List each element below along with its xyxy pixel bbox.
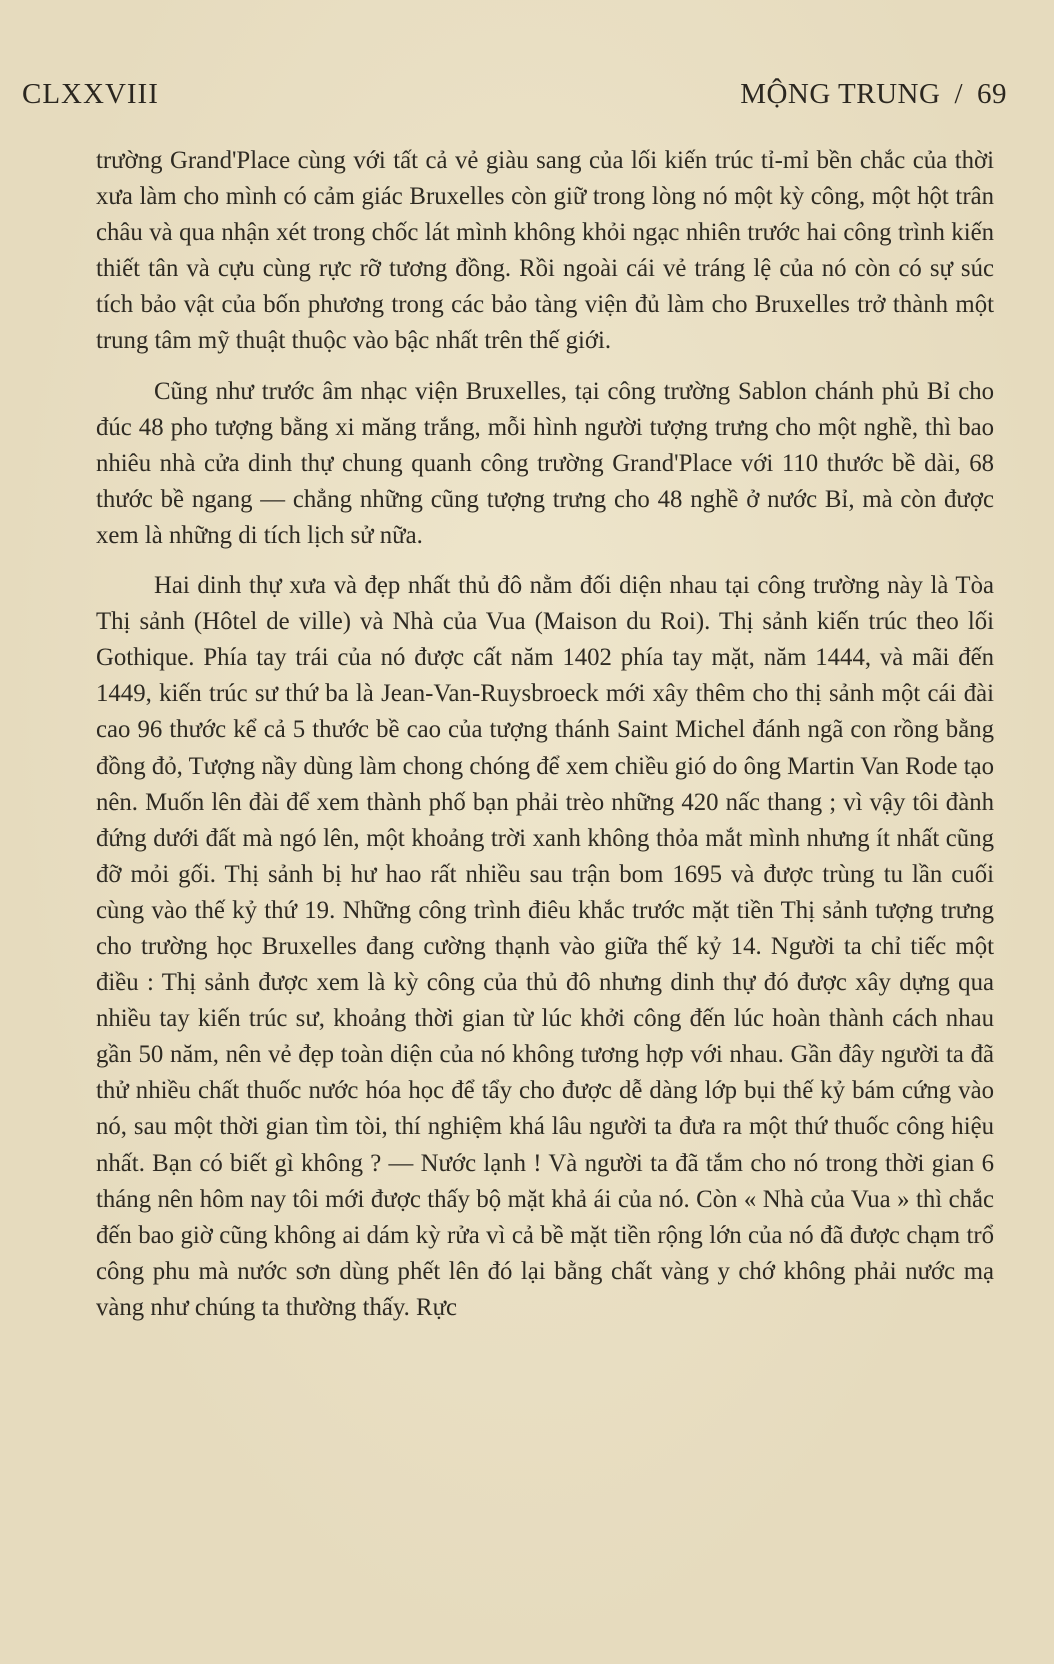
chapter-number: CLXXVIII <box>22 78 159 110</box>
page-header <box>22 78 1007 118</box>
paragraph: Hai dinh thự xưa và đẹp nhất thủ đô nằm đối diện nhau tại công trường này là Tòa Thị sảnh (Hôtel de ville) và Nhà của Vua (Maison du Roi). Thị sảnh kiến trúc theo lối Gothique. Phía tay trái của nó được cất năm 1402 phía tay mặt, năm 1444, và mãi đến 1449, kiến trúc sư thứ ba là Jean-Van-Ruysbroeck mới xây thêm cho thị sảnh một cái đài cao 96 thước kể cả 5 thước bề cao của tượng thánh Saint Michel đánh ngã con rồng bằng đồng đỏ, Tượng nầy dùng làm chong chóng để xem chiều gió do ông Martin Van Rode tạo nên. Muốn lên đài để xem thành phố bạn phải trèo những 420 nấc thang ; vì vậy tôi đành đứng dưới đất mà ngó lên, một khoảng trời xanh không thỏa mắt mình nhưng ít nhất cũng đỡ mỏi gối. Thị sảnh bị hư hao rất nhiều sau trận bom 1695 và được trùng tu lần cuối cùng vào thế kỷ thứ 19. Những công trình điêu khắc trước mặt tiền Thị sảnh tượng trưng cho trường học Bruxelles đang cường thạnh vào giữa thế kỷ 14. Người ta chỉ tiếc một điều : Thị sảnh được xem là kỳ công của thủ đô nhưng dinh thự đó được xây dựng qua nhiều tay kiến trúc sư, khoảng thời gian từ lúc khởi công đến lúc hoàn thành cách nhau gần 50 năm, nên vẻ đẹp toàn diện của nó không tương hợp với nhau. Gần đây người ta đã thử nhiều chất thuốc nước hóa học để tẩy cho được dễ dàng lớp bụi thế kỷ bám cứng vào nó, sau một thời gian tìm tòi, thí nghiệm khá lâu người ta đưa ra một thứ thuốc công hiệu nhất. Bạn có biết gì không ? — Nước lạnh ! Và người ta đã tắm cho nó trong thời gian 6 tháng nên hôm nay tôi mới được thấy bộ mặt khả ái của nó. Còn « Nhà của Vua » thì chắc đến bao giờ cũng không ai dám kỳ rửa vì cả bề mặt tiền rộng lớn của nó đã được chạm trổ công phu mà nước sơn dùng phết lên đó lại bằng chất vàng y chớ không phải nước mạ vàng như chúng ta thường thấy. Rực <box>96 572 994 1321</box>
running-title <box>740 78 1007 111</box>
page-body <box>96 143 994 1326</box>
paragraph: Cũng như trước âm nhạc viện Bruxelles, tại công trường Sablon chánh phủ Bỉ cho đúc 48 pho tượng bằng xi măng trắng, mỗi hình người tượng trưng cho một nghề, thì bao nhiêu nhà cửa dinh thự chung quanh công trường Grand'Place với 110 thước bề dài, 68 thước bề ngang — chẳng những cũng tượng trưng cho 48 nghề ở nước Bỉ, mà còn được xem là những di tích lịch sử nữa. <box>96 377 994 549</box>
paragraph-continued: trường Grand'Place cùng với tất cả vẻ giàu sang của lối kiến trúc tỉ-mỉ bền chắc của thời xưa làm cho mình có cảm giác Bruxelles còn giữ trong lòng nó một kỳ công, một hột trân châu và qua nhận xét trong chốc lát mình không khỏi ngạc nhiên trước hai công trình kiến thiết tân và cựu cùng rực rỡ tương đồng. Rồi ngoài cái vẻ tráng lệ của nó còn có sự súc tích bảo vật của bốn phương trong các bảo tàng viện đủ làm cho Bruxelles trở thành một trung tâm mỹ thuật thuộc vào bậc nhất trên thế giới. <box>96 147 994 355</box>
page-number: 69 <box>977 78 1007 110</box>
header-separator: / <box>954 78 963 110</box>
book-title: MỘNG TRUNG <box>740 78 941 110</box>
